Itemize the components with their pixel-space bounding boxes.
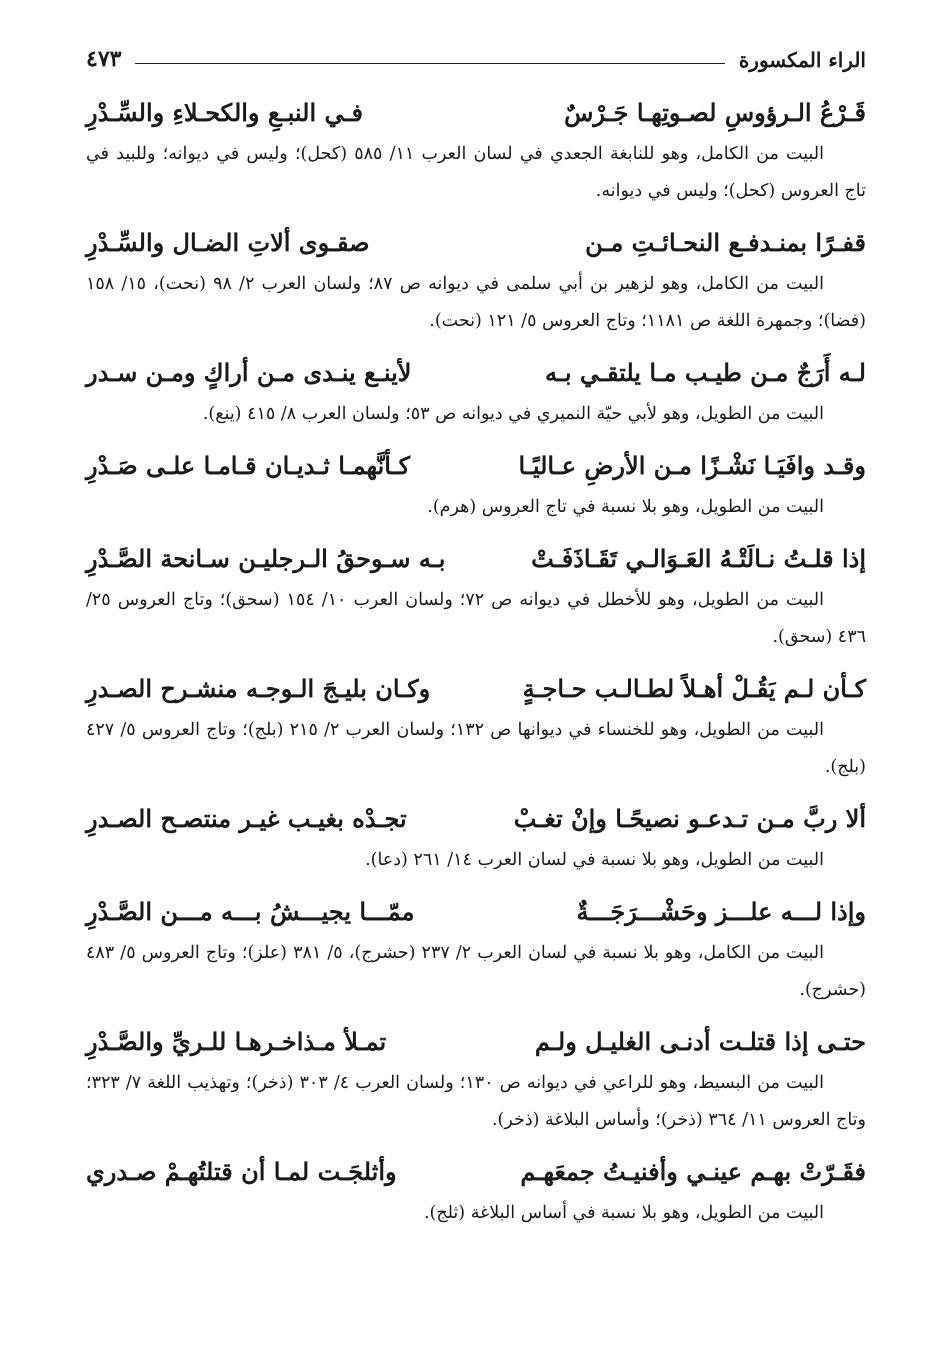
second-hemistich: بـه سـوحقُ الـرجليـن سـانحة الصَّـدْرِ [86,544,446,573]
second-hemistich: كـأنَّهمـا ثـديـان قـامـا علـى صَـدْرِ [86,451,411,480]
verse-entry [86,352,866,433]
second-hemistich: فـي النبـعِ والكحـلاءِ والسِّـدْرِ [86,98,363,127]
verse-line [86,798,866,840]
first-hemistich: وإذا لـــه علـــز وحَشْـــرَجَـــةٌ [576,897,866,926]
second-hemistich: صقـوى ألاتِ الضـال والسِّـدْرِ [86,228,370,257]
second-hemistich: وكـان بليـجَ الـوجـه منشـرح الصـدرِ [86,674,431,703]
first-hemistich: لـه أَرَجٌ مـن طيـب مـا يلتقـي بـه [544,358,866,387]
first-hemistich: إذا قلـتُ نـالَتْـهُ العَـوَالـي تَقَـاذَفَـتْ [531,544,866,573]
verse-entry [86,445,866,526]
first-hemistich: كـأن لـم يَقُـلْ أهـلاً لطـالـب حـاجـةٍ [522,674,866,703]
verse-entry [86,222,866,340]
verse-citation: البيت من الطويل، وهو لأبي حيّة النميري في ديوانه ص ٥٣؛ ولسان العرب ٨/ ٤١٥ (ينع). [202,404,824,424]
verse-line [86,668,866,710]
first-hemistich: وقـد وافَيَـا نَشْـزًا مـن الأرضِ عـاليًـا [518,451,866,480]
verse-entry [86,1151,866,1232]
verse-line [86,445,866,487]
verse-citation: البيت من الكامل، وهو بلا نسبة في لسان العرب ٢/ ٢٣٧ (حشرج)، ٥/ ٣٨١ (علز)؛ وتاج العروس ٥/ ٤٨٣ (حشرج). [86,943,866,1000]
verse-line [86,538,866,580]
running-title: الراء المكسورة [738,48,866,72]
verse-citation: البيت من الطويل، وهو للأخطل في ديوانه ص ٧٢؛ ولسان العرب ١٠/ ١٥٤ (سحق)؛ وتاج العروس ٢٥/ ٤٣٦ (سحق). [86,590,866,647]
verse-citation: البيت من الكامل، وهو لزهير بن أبي سلمى في ديوانه ص ٨٧؛ ولسان العرب ٢/ ٩٨ (نحت)، ١٥/ ١٥٨ (فضا)؛ وجمهرة اللغة ص ١١٨١؛ وتاج العروس ٥/ ١٢١ (نحت). [86,274,866,331]
verse-citation: البيت من الطويل، وهو بلا نسبة في تاج العروس (هرم). [427,497,824,517]
verse-line [86,1021,866,1063]
first-hemistich: ألا ربَّ مـن تـدعـو نصيحًـا وإنْ تغـبْ [513,804,866,833]
verse-citation: البيت من الطويل، وهو بلا نسبة في أساس البلاغة (ثلج). [423,1203,824,1223]
verse-entry [86,891,866,1009]
verse-entry [86,798,866,879]
verse-citation: البيت من البسيط، وهو للراعي في ديوانه ص ١٣٠؛ ولسان العرب ٤/ ٣٠٣ (ذخر)؛ وتهذيب اللغة ٧/ ٣٢٣؛ وتاج العروس ١١/ ٣٦٤ (ذخر)؛ وأساس البلاغة (ذخر). [86,1073,866,1130]
verse-citation: البيت من الكامل، وهو للنابغة الجعدي في لسان العرب ١١/ ٥٨٥ (كحل)؛ وليس في ديوانه؛ وللبيد في تاج العروس (كحل)؛ وليس في ديوانه. [86,144,866,201]
verse-line [86,352,866,394]
verse-line [86,891,866,933]
verse-entry [86,668,866,786]
page-number: ٤٧٣ [86,46,122,72]
first-hemistich: قَـرْعُ الـرؤوسِ لصـوتِهـا جَـرْسٌ [564,98,866,127]
verse-line [86,1151,866,1193]
first-hemistich: فقَـرّتْ بهـم عينـي وأفنيـتُ جمعَهـم [520,1157,866,1186]
second-hemistich: تمـلأ مـذاخـرهـا للـريِّ والصَّـدْرِ [86,1027,387,1056]
verse-entries [86,92,866,1232]
verse-entry [86,92,866,210]
verse-citation: البيت من الطويل، وهو بلا نسبة في لسان العرب ١٤/ ٢٦١ (دعا). [365,850,824,870]
first-hemistich: حتـى إذا قتلـت أدنـى الغليـل ولـم [534,1027,866,1056]
second-hemistich: تجـدْه بغيـب غيـر منتصـح الصـدرِ [86,804,407,833]
first-hemistich: قفـرًا بمنـدفـع النحـائـتِ مـن [585,228,866,257]
verse-entry [86,538,866,656]
verse-citation: البيت من الطويل، وهو للخنساء في ديوانها ص ١٣٢؛ ولسان العرب ٢/ ٢١٥ (بلج)؛ وتاج العروس ٥/ ٤٢٧ (بلج). [86,720,866,777]
verse-entry [86,1021,866,1139]
second-hemistich: لأينـع ينـدى مـن أراكٍ ومـن سـدر [86,358,412,387]
header-rule [135,63,724,64]
second-hemistich: وأثلجَـت لمـا أن قتلتُهـمْ صـدري [86,1157,397,1186]
verse-line [86,92,866,134]
book-page [86,36,866,1244]
verse-line [86,222,866,264]
page-header [86,36,866,72]
second-hemistich: ممّـــا يجيـــشُ بـــه مـــن الصَّـدْرِ [86,897,415,926]
